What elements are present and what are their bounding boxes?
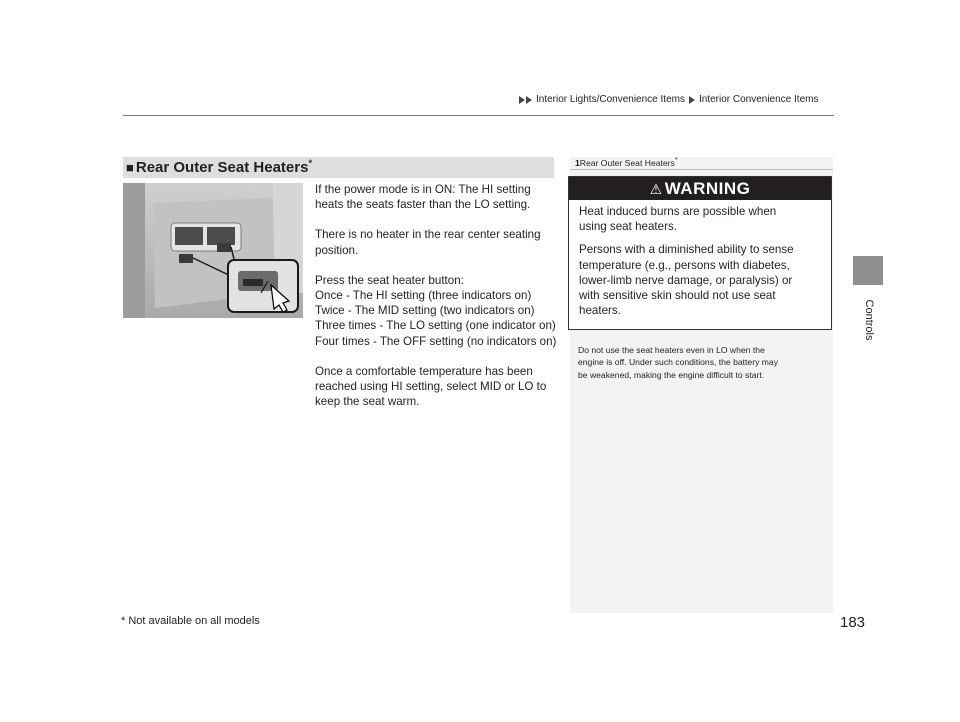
breadcrumb-arrow-icon xyxy=(526,96,532,104)
warning-label: WARNING xyxy=(664,179,751,198)
seat-heater-photo xyxy=(123,183,303,318)
paragraph: Press the seat heater button: Once - The HI setting (three indicators on) Twice - The MID setting (two indicators on) Three times - The LO setting (one indicator on) Four times - The OFF setting (no indicators on) xyxy=(315,273,557,348)
page-number: 183 xyxy=(840,614,866,631)
section-header xyxy=(123,157,554,178)
breadcrumb-item[interactable]: Interior Convenience Items xyxy=(698,94,819,105)
breadcrumb-item[interactable]: Interior Lights/Convenience Items xyxy=(536,94,685,105)
chapter-tab-marker xyxy=(853,256,883,285)
breadcrumb-arrow-icon xyxy=(689,96,695,104)
warning-triangle-icon: ⚠ xyxy=(649,181,663,197)
footnote: * Not available on all models xyxy=(121,615,260,627)
section-title: Rear Outer Seat Heaters xyxy=(135,159,309,176)
paragraph: Once a comfortable temperature has been reached using HI setting, select MID or LO to keep the seat warm. xyxy=(315,364,547,409)
warning-text: Heat induced burns are possible when using seat heaters. Persons with a diminished ability to sense temperature (e.g., persons with diabetes, lower-limb nerve damage, or paralysis) or with sensitive skin should not use seat heaters. xyxy=(579,205,794,318)
header-divider xyxy=(123,115,834,116)
note-divider xyxy=(570,169,833,170)
reference-mark: 1 xyxy=(575,157,580,168)
note-title: 1Rear Outer Seat Heaters* xyxy=(575,157,678,168)
paragraph: If the power mode is in ON: The HI setting heats the seats faster than the LO setting. xyxy=(315,183,531,212)
section-square-icon: ■ xyxy=(126,160,134,175)
warning-header xyxy=(569,177,831,200)
note-text: Do not use the seat heaters even in LO when the engine is off. Under such conditions, the battery may be weakened, making the engine difficult to start. xyxy=(578,345,778,380)
breadcrumb-arrow-icon xyxy=(519,96,525,104)
breadcrumb xyxy=(519,94,818,105)
paragraph: There is no heater in the rear center seating position. xyxy=(315,228,541,257)
footnote-marker: * xyxy=(308,158,312,168)
chapter-tab-label: Controls xyxy=(863,299,875,341)
body-text xyxy=(315,182,555,424)
warning-box xyxy=(568,176,832,330)
